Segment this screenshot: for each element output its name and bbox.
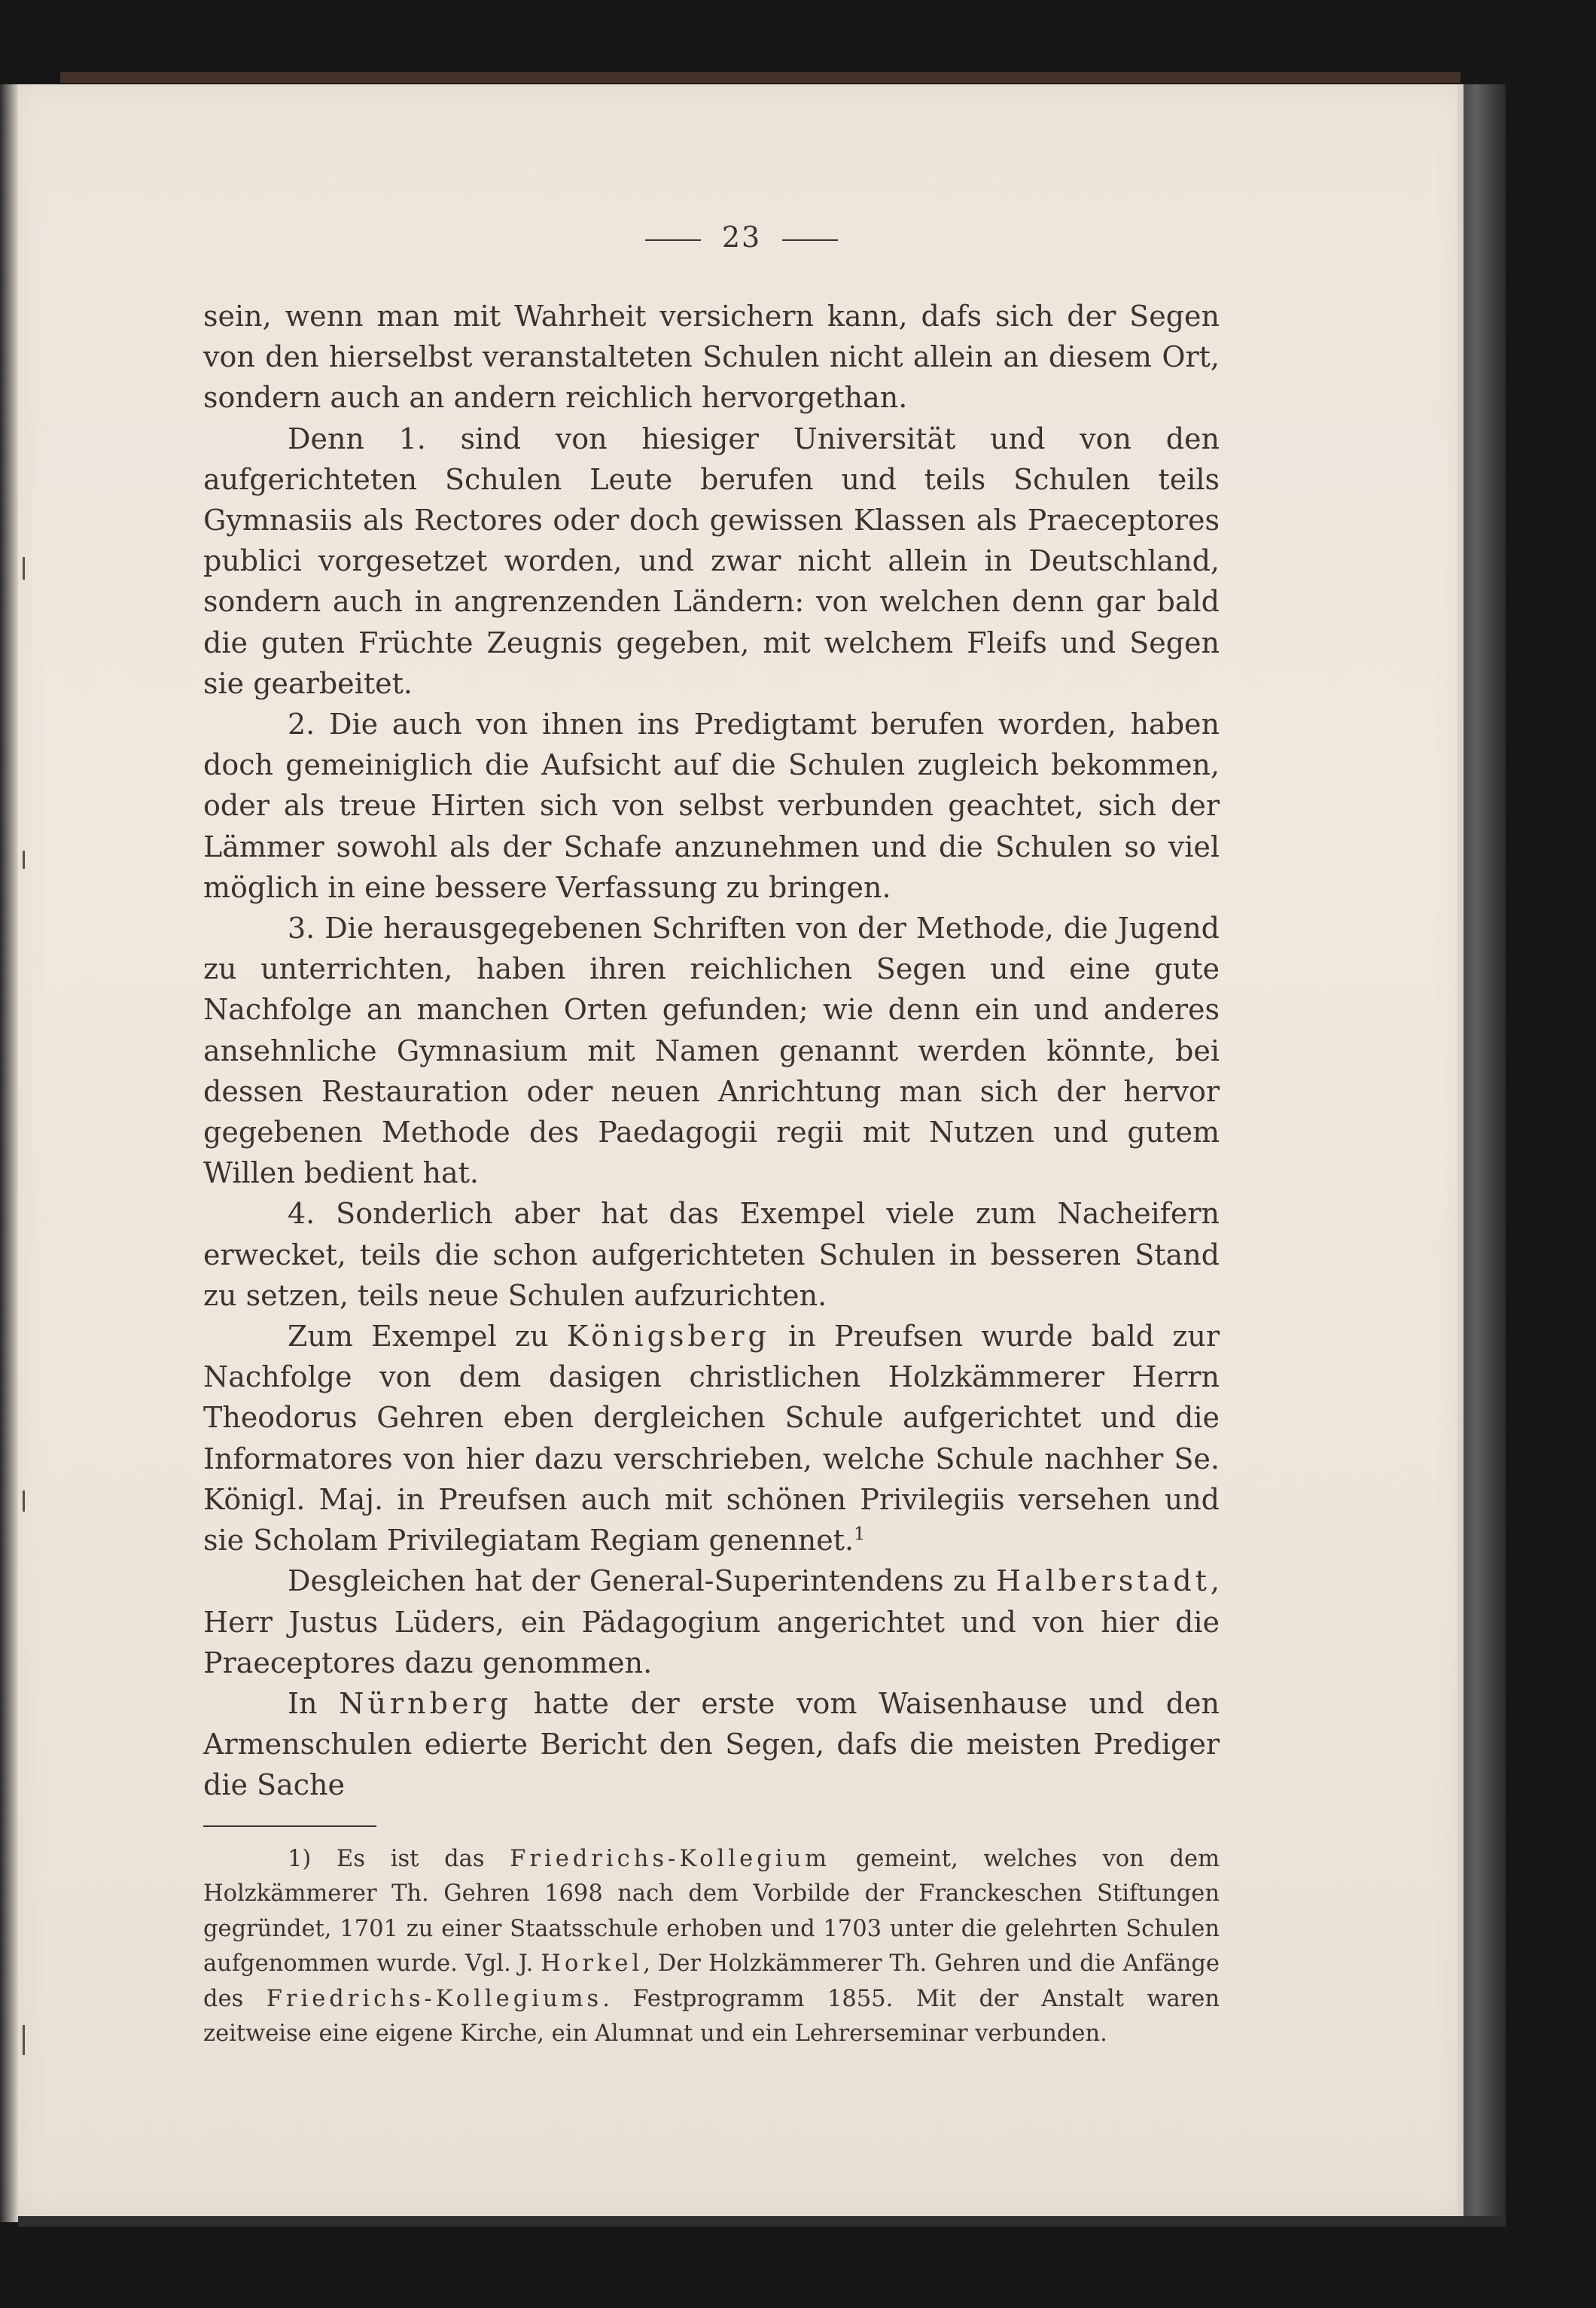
text-run: In xyxy=(288,1686,340,1720)
book-bottom-edge xyxy=(18,2216,1506,2227)
text-run: in Preufsen wurde bald zur Nachfolge von dem dasigen christlichen Holzkämmerer Herrn Theodorus Gehren eben dergleichen Schule aufgerichtet und die Informatores von hier dazu verschrieben, welche Schule nachher Se. Königl. Maj. in Preufsen auch mit schönen Privilegiis versehen und sie Scholam Privilegiatam Regiam genennet. xyxy=(203,1320,1220,1557)
paragraph xyxy=(203,1683,1220,1806)
body-text xyxy=(203,296,1220,1806)
text-run: 3. Die herausgegebenen Schriften von der Methode, die Jugend zu unterrichten, haben ihren reichlichen Segen und eine gute Nachfolge an manchen Orten gefunden; wie denn ein und anderes ansehnliche Gymnasium mit Namen genannt werden könnte, bei dessen Restauration oder neuen Anrichtung man sich der hervor gegebenen Methode des Paedagogii regii mit Nutzen und gutem Willen bedient hat. xyxy=(203,912,1220,1190)
page-number-dash-left xyxy=(645,239,701,241)
margin-mark xyxy=(23,2025,25,2055)
text-run: Denn 1. sind von hiesiger Universität und von den aufgerichteten Schulen Leute berufen und teils Schulen teils Gymnasiis als Rectores oder doch gewissen Klassen als Praeceptores publici vorgesetzet worden, und zwar nicht allein in Deutschland, sondern auch in angrenzenden Ländern: von welchen denn gar bald die guten Früchte Zeugnis gegeben, mit welchem Fleifs und Segen sie gearbeitet. xyxy=(203,422,1220,700)
page-number xyxy=(263,215,1220,260)
spaced-name: Königsberg xyxy=(566,1320,770,1353)
paragraph xyxy=(203,1316,1220,1560)
text-run: Desgleichen hat der General-Superintendens zu xyxy=(288,1564,996,1598)
text-block xyxy=(203,215,1220,2052)
spaced-name: Friedrichs-Kollegium xyxy=(510,1845,831,1872)
spaced-name: Friedrichs-Kollegiums xyxy=(266,1985,603,2012)
text-run: Zum Exempel zu xyxy=(288,1320,567,1353)
paragraph xyxy=(203,704,1220,908)
page-top-edge xyxy=(60,72,1460,83)
paragraph xyxy=(203,296,1220,419)
page-number-dash-right xyxy=(782,239,838,241)
spaced-name: Horkel xyxy=(541,1950,644,1978)
page-number-value: 23 xyxy=(721,221,762,254)
text-run: sein, wenn man mit Wahrheit versichern kann, dafs sich der Segen von den hierselbst veranstalteten Schulen nicht allein an diesem Ort, sondern auch an andern reichlich hervorgethan. xyxy=(203,300,1220,415)
margin-mark xyxy=(23,1490,25,1512)
footnote xyxy=(203,1842,1220,2052)
spaced-name: Halberstadt xyxy=(995,1564,1211,1598)
text-run: , Herr Justus Lüders, ein Pädagogium angerichtet und von hier die Praeceptores dazu genommen. xyxy=(203,1564,1220,1679)
paragraph xyxy=(203,908,1220,1193)
margin-mark xyxy=(23,851,25,869)
text-run: gemeint, welches von dem Holzkämmerer Th. Gehren 1698 nach dem Vorbilde der Franckeschen Stiftungen gegründet, 1701 zu einer Staatsschule erhoben und 1703 unter die gelehrten Schulen aufgenommen wurde. Vgl. J. xyxy=(203,1845,1220,1978)
text-run: 4. Sonderlich aber hat das Exempel viele zum Nacheifern erwecket, teils die schon aufgerichteten Schulen in besseren Stand zu setzen, teils neue Schulen aufzurichten. xyxy=(203,1197,1220,1312)
spaced-name: Nürnberg xyxy=(339,1686,512,1720)
footnote-rule xyxy=(203,1825,376,1827)
text-run: , Der Holzkämmerer Th. Gehren und die Anfänge des xyxy=(203,1950,1220,2012)
paragraph xyxy=(203,1193,1220,1316)
footnote-marker: 1 xyxy=(854,1523,866,1545)
text-run: hatte der erste vom Waisenhause und den Armenschulen edierte Bericht den Segen, dafs die meisten Prediger die Sache xyxy=(203,1686,1220,1802)
footnote-text xyxy=(203,1842,1220,2052)
book-cover-edge xyxy=(1464,84,1506,2222)
paragraph xyxy=(203,419,1220,704)
text-run: 2. Die auch von ihnen ins Predigtamt berufen worden, haben doch gemeiniglich die Aufsicht auf die Schulen zugleich bekommen, oder als treue Hirten sich von selbst verbunden geachtet, sich der Lämmer sowohl als der Schafe anzunehmen und die Schulen so viel möglich in eine bessere Verfassung zu bringen. xyxy=(203,708,1220,904)
book-left-edge xyxy=(0,84,18,2222)
paragraph xyxy=(203,1560,1220,1683)
margin-mark xyxy=(23,557,25,580)
text-run: . Festprogramm 1855. Mit der Anstalt waren zeitweise eine eigene Kirche, ein Alumnat und ein Lehrerseminar verbunden. xyxy=(203,1985,1220,2048)
text-run: 1) Es ist das xyxy=(288,1845,510,1872)
